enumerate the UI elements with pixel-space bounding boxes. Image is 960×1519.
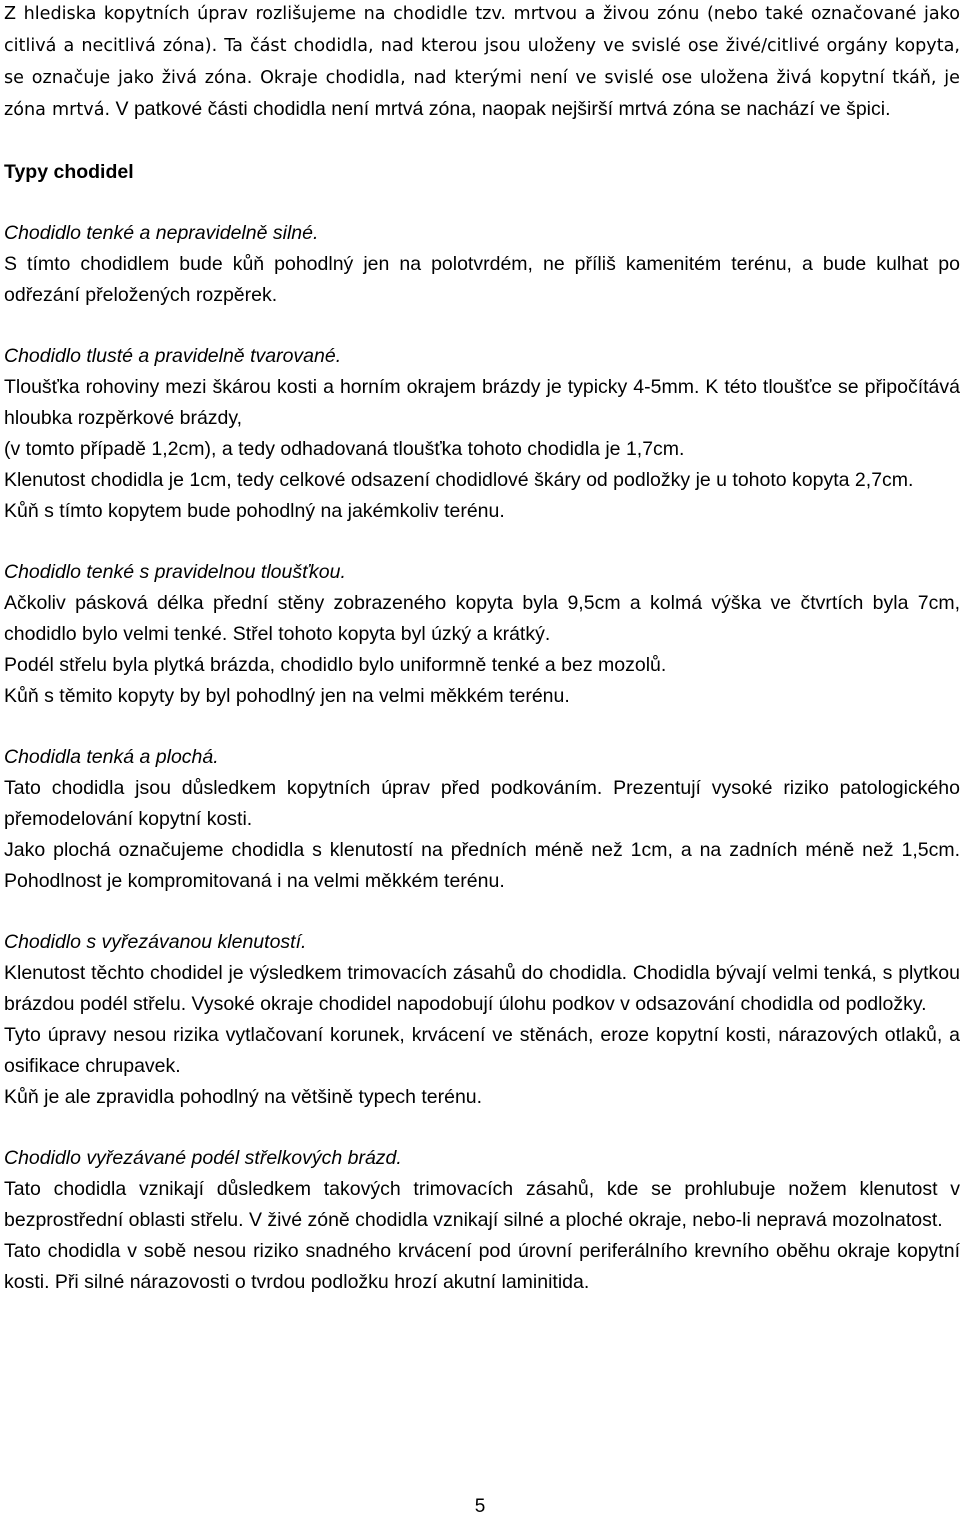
section-block — [4, 557, 960, 712]
section-paragraph: Tyto úpravy nesou rizika vytlačovaní korunek, krvácení ve stěnách, eroze kopytní kosti, nárazových otlaků, a osifikace chrupavek. — [4, 1024, 960, 1077]
page-content — [4, 0, 960, 1298]
section-paragraph: Kůň je ale zpravidla pohodlný na většině typech terénu. — [4, 1086, 483, 1108]
section-subtitle: Chodidla tenká a plochá. — [4, 746, 219, 768]
intro-text: Z hlediska kopytních úprav rozlišujeme na chodidle tzv. mrtvou a živou zónu (nebo také označované jako citlivá a necitlivá zóna). Ta část chodidla, nad kterou jsou uloženy ve svislé ose živé/citlivé orgány kopyta, se označuje jako živá zóna. Okraje chodidla, nad kterými není ve svislé ose uložena živá kopytní tkáň, je zóna mrtvá. — [4, 4, 960, 120]
section-paragraph: Tato chodidla jsou důsledkem kopytních úprav před podkováním. Prezentují vysoké riziko patologického přemodelování kopytní kosti. — [4, 777, 960, 830]
intro-paragraph — [4, 0, 960, 126]
intro-block — [4, 0, 960, 126]
section-block — [4, 927, 960, 1113]
section-block — [4, 742, 960, 897]
section-paragraph: Tato chodidla v sobě nesou riziko snadného krvácení pod úrovní periferálního krevního oběhu okraje kopytní kosti. Při silné nárazovosti o tvrdou podložku hrozí akutní laminitida. — [4, 1240, 960, 1293]
sections-list — [4, 218, 960, 1298]
section-subtitle: Chodidlo vyřezávané podél střelkových brázd. — [4, 1147, 402, 1169]
section-heading: Typy chodidel — [4, 161, 134, 183]
section-subtitle: Chodidlo tenké a nepravidelně silné. — [4, 222, 319, 244]
section-paragraph: Tato chodidla vznikají důsledkem takových trimovacích zásahů, kde se prohlubuje nožem klenutost v bezprostřední oblasti střelu. V živé zóně chodidla vznikají silné a ploché okraje, nebo-li nepravá mozolnatost. — [4, 1178, 960, 1231]
section-paragraph: Kůň s těmito kopyty by byl pohodlný jen na velmi měkkém terénu. — [4, 685, 570, 707]
section-paragraph: Jako plochá označujeme chodidla s klenutostí na předních méně než 1cm, a na zadních méně než 1,5cm. Pohodlnost je kompromitovaná i na velmi měkkém terénu. — [4, 839, 960, 892]
section-paragraph: Ačkoliv pásková délka přední stěny zobrazeného kopyta byla 9,5cm a kolmá výška ve čtvrtích byla 7cm, chodidlo bylo velmi tenké. Střel tohoto kopyta byl úzký a krátký. — [4, 592, 960, 645]
section-subtitle: Chodidlo tenké s pravidelnou tloušťkou. — [4, 561, 346, 583]
section-paragraph: Kůň s tímto kopytem bude pohodlný na jakémkoliv terénu. — [4, 500, 505, 522]
section-block — [4, 218, 960, 311]
section-paragraph: (v tomto případě 1,2cm), a tedy odhadovaná tloušťka tohoto chodidla je 1,7cm. — [4, 438, 685, 460]
section-paragraph: Podél střelu byla plytká brázda, chodidlo bylo uniformně tenké a bez mozolů. — [4, 654, 667, 676]
section-block — [4, 1143, 960, 1298]
intro-text-tail: V patkové části chodidla není mrtvá zóna, naopak nejširší mrtvá zóna se nachází ve špici. — [115, 98, 891, 120]
section-subtitle: Chodidlo tlusté a pravidelně tvarované. — [4, 345, 342, 367]
section-paragraph: Tloušťka rohoviny mezi škárou kosti a horním okrajem brázdy je typicky 4-5mm. K této tloušťce se připočítává hloubka rozpěrkové brázdy, — [4, 376, 960, 429]
section-subtitle: Chodidlo s vyřezávanou klenutostí. — [4, 931, 307, 953]
section-paragraph: Klenutost těchto chodidel je výsledkem trimovacích zásahů do chodidla. Chodidla bývají velmi tenká, s plytkou brázdou podél střelu. Vysoké okraje chodidel napodobují úlohu podkov v odsazování chodidla od podložky. — [4, 962, 960, 1015]
section-paragraph: Klenutost chodidla je 1cm, tedy celkové odsazení chodidlové škáry od podložky je u tohoto kopyta 2,7cm. — [4, 469, 914, 491]
section-block — [4, 341, 960, 527]
heading-wrap — [4, 157, 960, 188]
section-paragraph: S tímto chodidlem bude kůň pohodlný jen na polotvrdém, ne příliš kamenitém terénu, a bude kulhat po odřezání přeložených rozpěrek. — [4, 253, 960, 306]
page-number: 5 — [474, 1496, 486, 1517]
